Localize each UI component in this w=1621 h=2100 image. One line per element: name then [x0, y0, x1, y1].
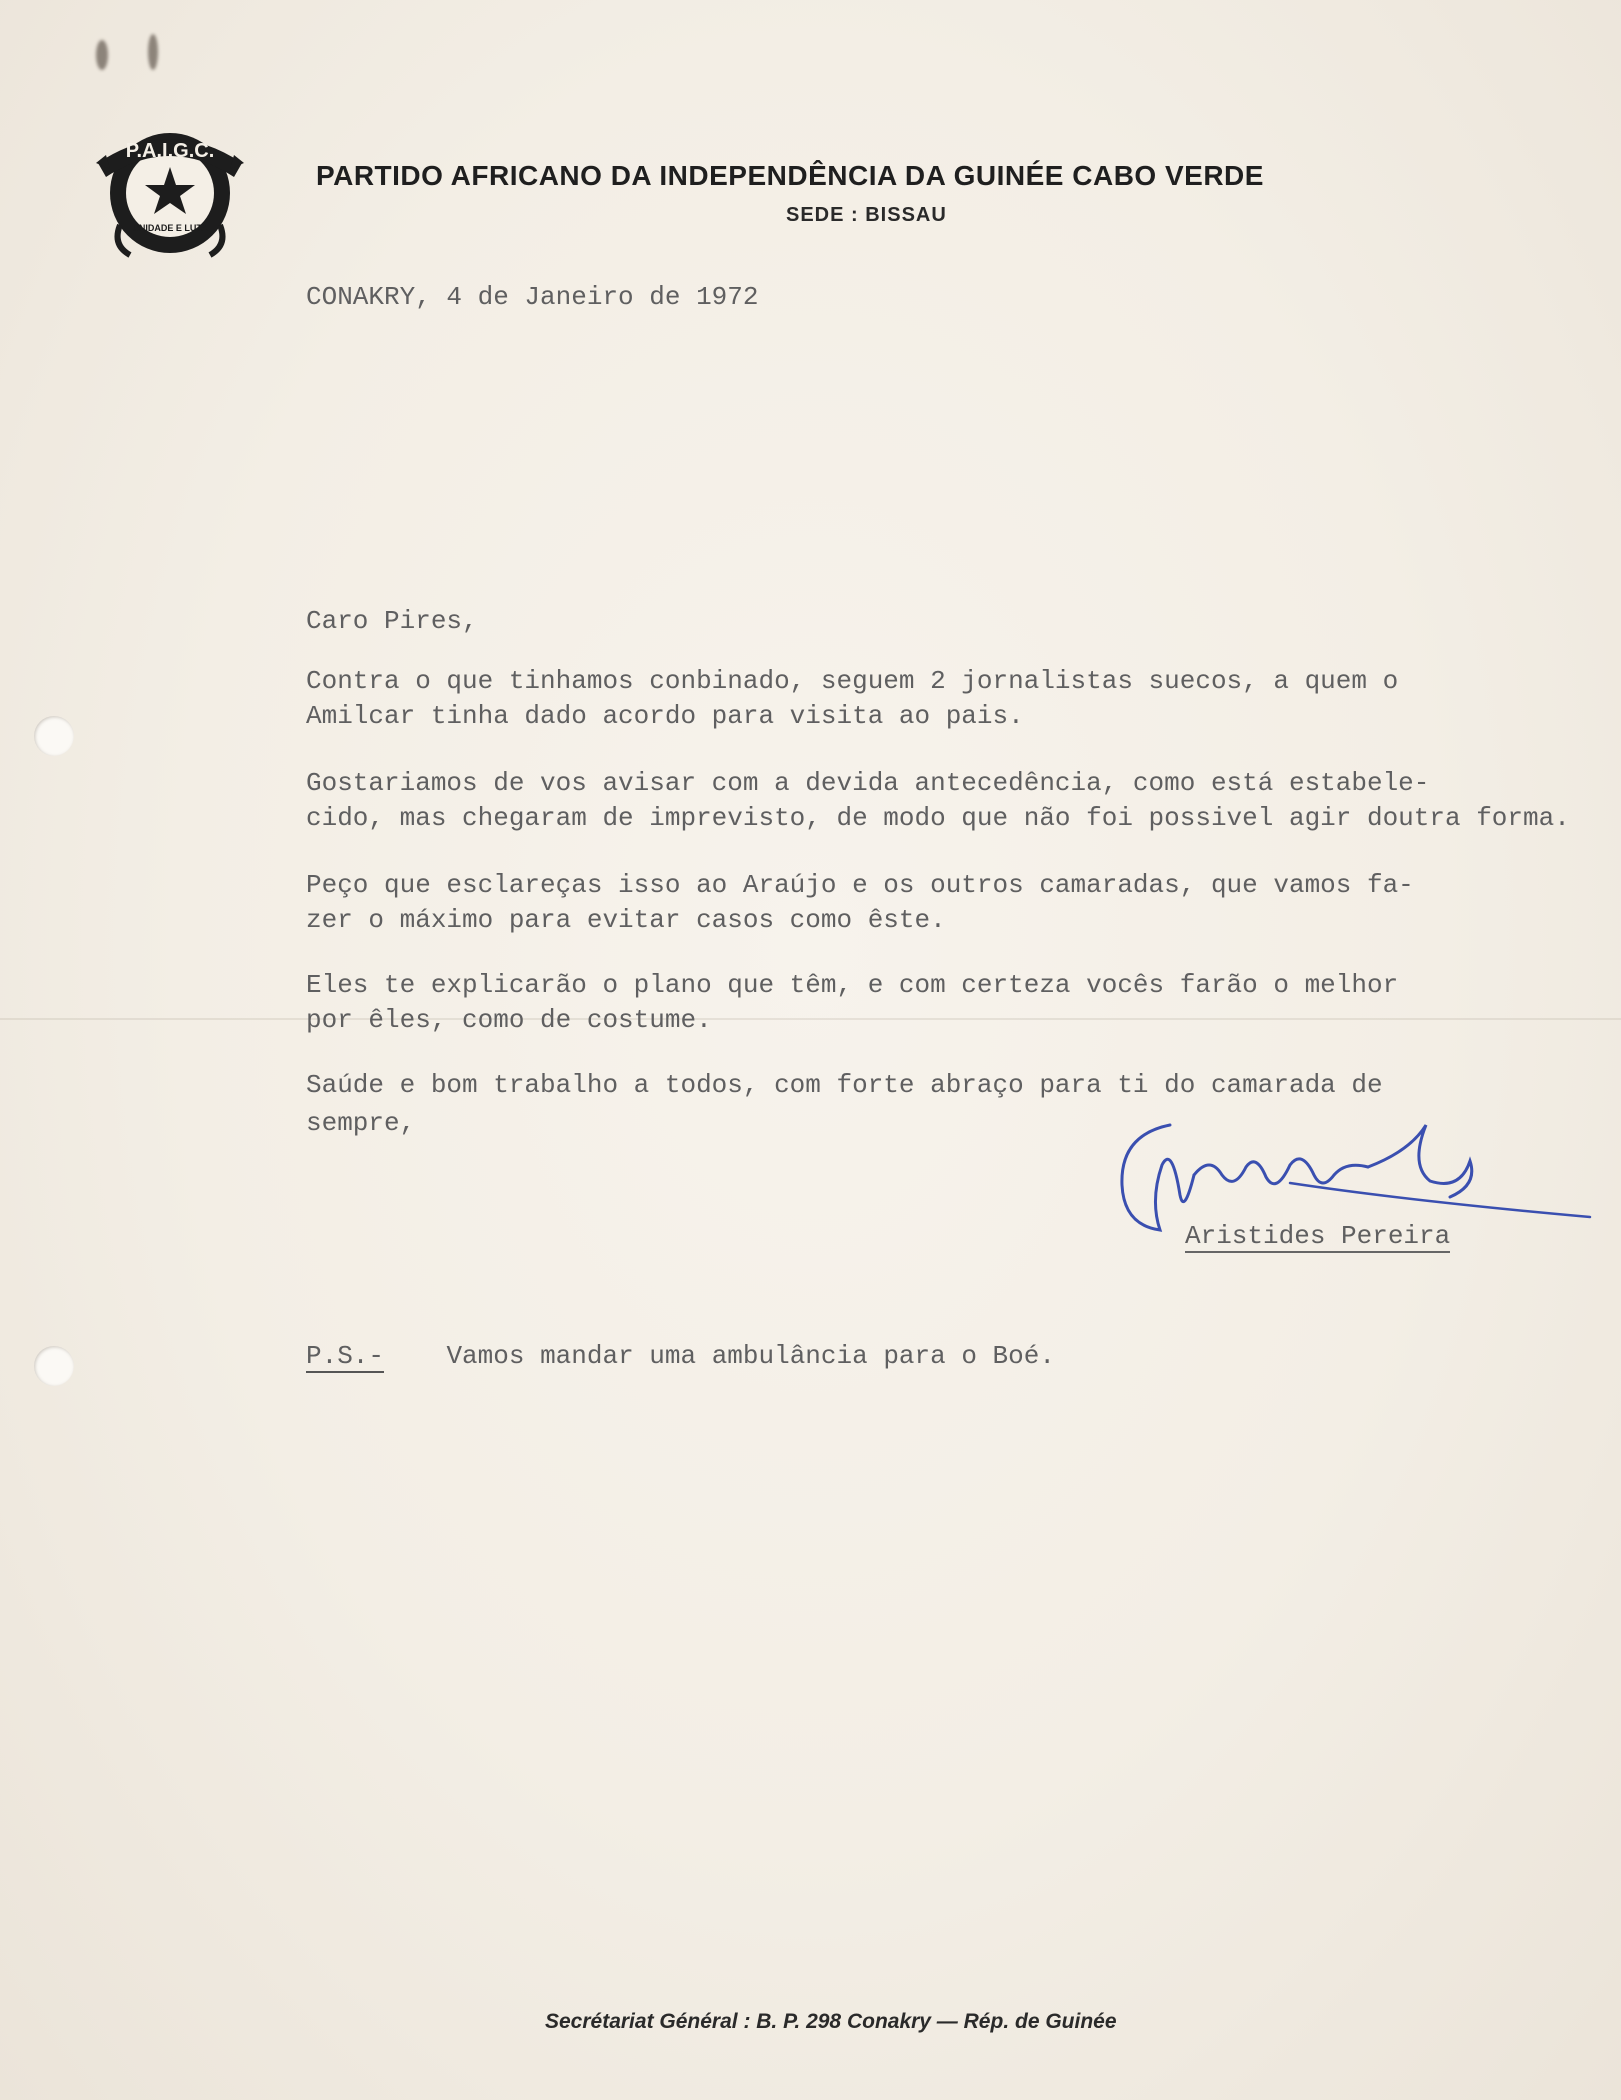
- paragraph-4-line-2: por êles, como de costume.: [306, 1005, 712, 1035]
- paragraph-5-line-2: sempre,: [306, 1108, 416, 1138]
- postscript-spacer: [400, 1341, 431, 1371]
- date-line: CONAKRY, 4 de Janeiro de 1972: [306, 282, 759, 312]
- signer-name: Aristides Pereira: [1185, 1221, 1451, 1251]
- punch-hole-upper: [34, 716, 74, 756]
- emblem-top-text: P.A.I.G.C.: [125, 140, 215, 162]
- paragraph-3-line-2: zer o máximo para evitar casos como êste.: [306, 905, 946, 935]
- paragraph-4-line-1: Eles te explicarão o plano que têm, e com certeza vocês farão o melhor: [306, 970, 1399, 1000]
- paragraph-5-line-1: Saúde e bom trabalho a todos, com forte abraço para ti do camarada de: [306, 1070, 1383, 1100]
- footer-address: Secrétariat Général : B. P. 298 Conakry — Rép. de Guinée: [545, 2010, 1117, 2033]
- punch-hole-lower: [34, 1346, 74, 1386]
- paragraph-1-line-2: Amilcar tinha dado acordo para visita ao pais.: [306, 701, 1024, 731]
- salutation: Caro Pires,: [306, 606, 478, 636]
- paragraph-2-line-2: cido, mas chegaram de imprevisto, de modo que não foi possivel agir doutra forma.: [306, 803, 1570, 833]
- postscript: [306, 1339, 1055, 1373]
- paragraph-3-line-1: Peço que esclareças isso ao Araújo e os outros camaradas, que vamos fa-: [306, 870, 1414, 900]
- postscript-text: Vamos mandar uma ambulância para o Boé.: [446, 1341, 1055, 1371]
- organization-name: PARTIDO AFRICANO DA INDEPENDÊNCIA DA GUINÉE CABO VERDE: [316, 160, 1264, 191]
- paragraph-2-line-1: Gostariamos de vos avisar com a devida antecedência, como está estabele-: [306, 768, 1430, 798]
- ink-stain: [96, 40, 108, 70]
- organization-seat: SEDE : BISSAU: [786, 204, 947, 226]
- ink-stain: [148, 34, 158, 70]
- paper-fold-line: [0, 1018, 1621, 1020]
- paigc-emblem-logo: [90, 105, 250, 270]
- paragraph-1-line-1: Contra o que tinhamos conbinado, seguem 2 jornalistas suecos, a quem o: [306, 666, 1399, 696]
- postscript-label: P.S.-: [306, 1341, 385, 1371]
- emblem-motto-text: UNIDADE E LUTA: [132, 223, 208, 233]
